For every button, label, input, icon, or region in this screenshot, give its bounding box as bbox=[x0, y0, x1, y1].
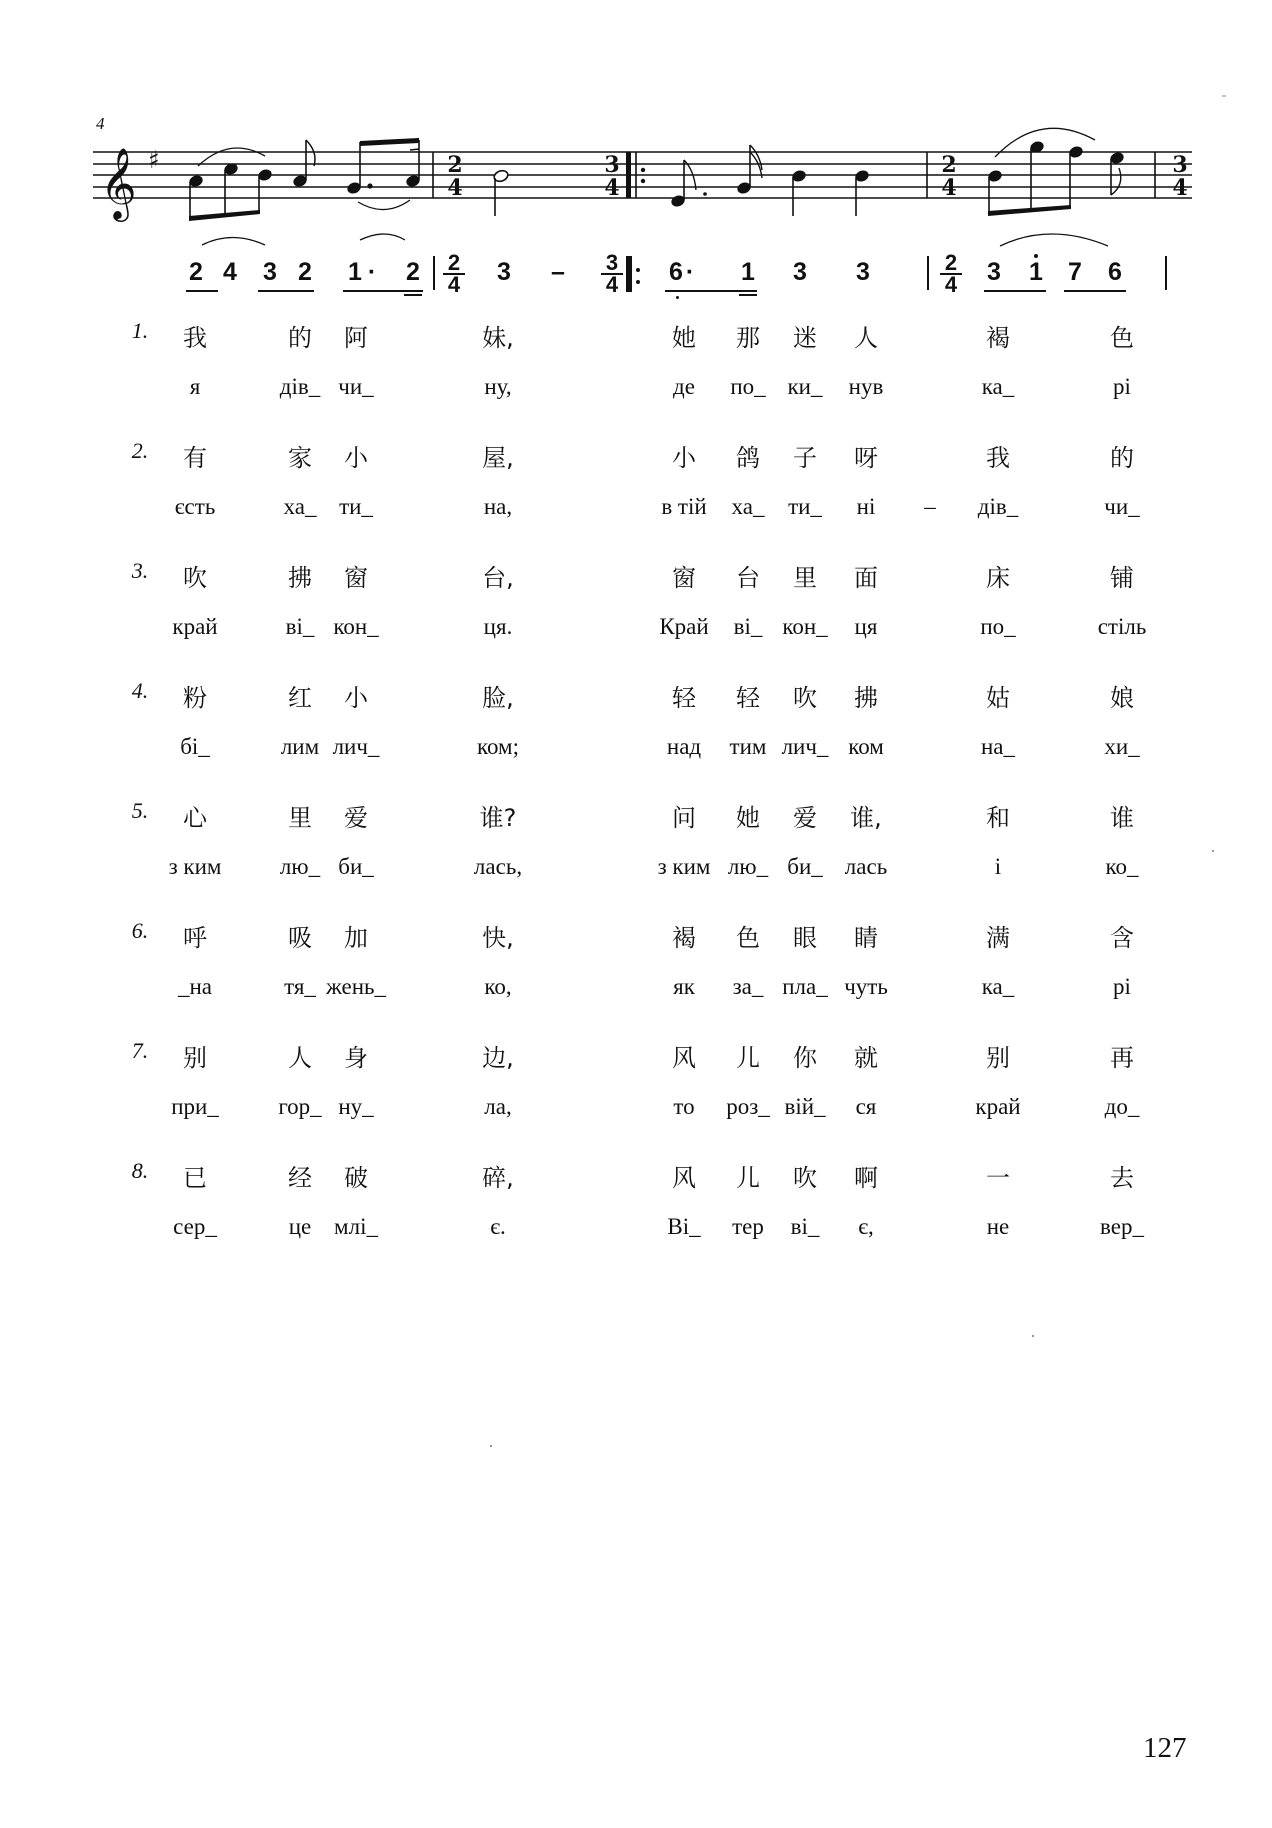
lyric-uk: пла_ bbox=[782, 974, 828, 999]
jianpu-note: 3 bbox=[856, 258, 870, 286]
lyric-uk: ну, bbox=[484, 374, 512, 399]
lyric-uk: ця. bbox=[483, 614, 513, 639]
lyric-uk: кон_ bbox=[333, 614, 379, 639]
svg-text:2: 2 bbox=[447, 152, 463, 178]
lyric-zh: 我 bbox=[183, 324, 207, 352]
lyric-uk: є, bbox=[858, 1214, 874, 1239]
sharp-icon: ♯ bbox=[148, 146, 160, 174]
lyric-zh: 她 bbox=[736, 804, 760, 832]
lyric-uk: ки_ bbox=[787, 374, 823, 399]
underline bbox=[186, 290, 218, 292]
jianpu-note: 2 bbox=[189, 258, 203, 286]
lyric-zh: 别 bbox=[183, 1044, 207, 1072]
lyric-zh: 边, bbox=[482, 1044, 514, 1072]
lyric-uk: ві_ bbox=[285, 614, 315, 639]
lyric-uk: дів_ bbox=[977, 494, 1019, 519]
lyric-uk: лич_ bbox=[781, 734, 829, 759]
barline bbox=[433, 256, 435, 290]
lyric-zh: 我 bbox=[986, 444, 1010, 472]
svg-text:3: 3 bbox=[604, 152, 620, 178]
lyric-zh: 加 bbox=[344, 924, 368, 952]
lyric-zh: 小 bbox=[672, 444, 696, 472]
lyric-zh: 经 bbox=[288, 1164, 312, 1192]
jianpu-note: 4 bbox=[223, 258, 237, 286]
jianpu-dash: – bbox=[551, 258, 565, 286]
lyric-zh: 里 bbox=[288, 804, 312, 832]
lyric-zh: 轻 bbox=[672, 684, 696, 712]
lyric-zh: 有 bbox=[183, 444, 207, 472]
lyric-zh: 吹 bbox=[183, 564, 207, 592]
lyric-uk: як bbox=[673, 974, 695, 999]
lyric-zh: 碎, bbox=[482, 1164, 514, 1192]
lyric-zh: 爱 bbox=[344, 804, 368, 832]
lyric-uk: ка_ bbox=[981, 374, 1015, 399]
svg-text:2: 2 bbox=[941, 152, 957, 178]
lyric-uk: ві_ bbox=[790, 1214, 820, 1239]
lyric-uk: при_ bbox=[171, 1094, 219, 1119]
lyric-zh: 脸, bbox=[482, 684, 514, 712]
lyric-uk: _на bbox=[177, 974, 213, 999]
lyric-zh: 拂 bbox=[288, 564, 312, 592]
lyric-zh: 人 bbox=[854, 324, 878, 352]
lyric-uk: лич_ bbox=[332, 734, 380, 759]
barline bbox=[1165, 256, 1167, 290]
jianpu-row bbox=[0, 250, 1272, 297]
lyric-zh: 铺 bbox=[1110, 564, 1134, 592]
lyric-zh: 窗 bbox=[344, 564, 368, 592]
lyric-uk: лась bbox=[844, 854, 888, 879]
lyric-zh: 台, bbox=[482, 564, 514, 592]
lyric-zh: 里 bbox=[793, 564, 817, 592]
lyric-uk: за_ bbox=[732, 974, 764, 999]
lyric-uk: жень_ bbox=[325, 974, 387, 999]
lyric-uk: млі_ bbox=[334, 1214, 378, 1239]
lyric-zh: 身 bbox=[344, 1044, 368, 1072]
lyric-zh: 问 bbox=[672, 804, 696, 832]
time-signature: 2 4 bbox=[940, 254, 962, 294]
lyric-zh: 娘 bbox=[1110, 684, 1134, 712]
lyric-zh: 含 bbox=[1110, 924, 1134, 952]
lyric-dash: – bbox=[924, 494, 936, 519]
jianpu-note: 1 bbox=[348, 258, 362, 286]
verse-number: 4. bbox=[131, 678, 149, 703]
svg-text:4: 4 bbox=[941, 175, 957, 201]
lyric-uk: стіль bbox=[1097, 614, 1147, 639]
underline bbox=[258, 290, 314, 292]
lyric-uk: я bbox=[189, 374, 201, 399]
lyric-uk: би_ bbox=[338, 854, 374, 879]
lyric-zh: 儿 bbox=[736, 1164, 760, 1192]
lyric-uk: ти_ bbox=[788, 494, 822, 519]
lyric-uk: дів_ bbox=[279, 374, 321, 399]
svg-text:4: 4 bbox=[447, 175, 463, 201]
lyric-uk: ком; bbox=[476, 734, 520, 759]
repeat-dot bbox=[636, 280, 640, 284]
lyric-zh: 眼 bbox=[793, 924, 817, 952]
jianpu-note: 3 bbox=[263, 258, 277, 286]
lyric-uk: ха_ bbox=[731, 494, 765, 519]
lyric-zh: 心 bbox=[183, 804, 207, 832]
lyric-zh: 拂 bbox=[854, 684, 878, 712]
scan-speck bbox=[490, 1445, 492, 1447]
lyric-zh: 轻 bbox=[736, 684, 760, 712]
verse-number: 1. bbox=[131, 318, 149, 343]
high-octave-dot bbox=[1034, 254, 1038, 258]
jianpu-note: 3 bbox=[793, 258, 807, 286]
lyric-uk: бі_ bbox=[180, 734, 210, 759]
lyric-zh: 面 bbox=[854, 564, 878, 592]
lyric-uk: на, bbox=[483, 494, 513, 519]
measure-number: 4 bbox=[96, 114, 105, 133]
lyric-zh: 姑 bbox=[986, 684, 1010, 712]
lyric-uk: край bbox=[975, 1094, 1021, 1119]
svg-text:4: 4 bbox=[604, 175, 620, 201]
lyric-zh: 色 bbox=[736, 924, 760, 952]
lyric-zh: 色 bbox=[1110, 324, 1134, 352]
lyric-uk: лим bbox=[280, 734, 320, 759]
lyric-zh: 迷 bbox=[793, 324, 817, 352]
lyric-zh: 呀 bbox=[854, 444, 878, 472]
jianpu-note: 6 bbox=[669, 258, 683, 286]
lyric-zh: 就 bbox=[854, 1044, 878, 1072]
lyric-uk: то bbox=[673, 1094, 695, 1119]
lyric-zh: 的 bbox=[1110, 444, 1134, 472]
lyric-zh: 破 bbox=[344, 1164, 368, 1192]
lyric-uk: ця bbox=[854, 614, 878, 639]
lyric-uk: це bbox=[288, 1214, 312, 1239]
jianpu-dot: · bbox=[367, 258, 377, 286]
lyric-zh: 爱 bbox=[793, 804, 817, 832]
lyric-uk: і bbox=[994, 854, 1002, 879]
lyric-uk: тя_ bbox=[284, 974, 316, 999]
lyric-zh: 风 bbox=[672, 1164, 696, 1192]
lyric-zh: 家 bbox=[288, 444, 312, 472]
lyric-uk: ні bbox=[856, 494, 876, 519]
lyric-zh: 吹 bbox=[793, 684, 817, 712]
lyric-zh: 风 bbox=[672, 1044, 696, 1072]
lyric-uk: ві_ bbox=[733, 614, 763, 639]
verse-number: 8. bbox=[131, 1158, 149, 1183]
lyric-uk: є. bbox=[490, 1214, 506, 1239]
lyric-uk: чуть bbox=[844, 974, 888, 999]
scan-speck bbox=[1032, 1335, 1034, 1337]
lyric-uk: по_ bbox=[730, 374, 766, 399]
lyric-uk: з ким bbox=[168, 854, 222, 879]
lyric-uk: єсть bbox=[174, 494, 216, 519]
jianpu-note: 3 bbox=[987, 258, 1001, 286]
lyric-uk: де bbox=[673, 374, 695, 399]
lyric-uk: лась, bbox=[473, 854, 523, 879]
lyric-zh: 屋, bbox=[482, 444, 514, 472]
lyric-uk: гор_ bbox=[278, 1094, 322, 1119]
lyric-uk: ка_ bbox=[981, 974, 1015, 999]
verse-number: 7. bbox=[131, 1038, 149, 1063]
lyric-uk: сер_ bbox=[173, 1214, 217, 1239]
lyric-zh: 呼 bbox=[183, 924, 207, 952]
lyric-zh: 谁 bbox=[1110, 804, 1134, 832]
jianpu-note: 2 bbox=[406, 258, 420, 286]
lyric-zh: 和 bbox=[986, 804, 1010, 832]
lyric-uk: кон_ bbox=[782, 614, 828, 639]
lyric-zh: 那 bbox=[736, 324, 760, 352]
underline bbox=[343, 290, 423, 292]
lyric-uk: би_ bbox=[787, 854, 823, 879]
lyric-zh: 床 bbox=[986, 564, 1010, 592]
lyric-zh: 啊 bbox=[854, 1164, 878, 1192]
lyric-uk: роз_ bbox=[726, 1094, 770, 1119]
jianpu-dot: · bbox=[685, 258, 695, 286]
repeat-bar-thick bbox=[626, 256, 632, 292]
lyric-zh: 儿 bbox=[736, 1044, 760, 1072]
lyric-zh: 子 bbox=[793, 444, 817, 472]
lyric-zh: 阿 bbox=[344, 324, 368, 352]
lyric-uk: лю_ bbox=[727, 854, 769, 879]
svg-text:𝄞: 𝄞 bbox=[100, 146, 137, 219]
lyric-uk: ти_ bbox=[339, 494, 373, 519]
lyric-uk: нув bbox=[848, 374, 884, 399]
lyric-zh: 小 bbox=[344, 684, 368, 712]
lyric-zh: 吸 bbox=[288, 924, 312, 952]
lyric-uk: хи_ bbox=[1104, 734, 1140, 759]
underline bbox=[404, 294, 422, 296]
lyric-zh: 去 bbox=[1110, 1164, 1134, 1192]
lyric-zh: 粉 bbox=[183, 684, 207, 712]
jianpu-note: 1 bbox=[741, 258, 755, 286]
underline bbox=[739, 294, 757, 296]
time-signature: 3 4 bbox=[601, 254, 623, 294]
lyric-uk: вер_ bbox=[1100, 1214, 1144, 1239]
page-number: 127 bbox=[1143, 1732, 1187, 1764]
lyric-zh: 别 bbox=[986, 1044, 1010, 1072]
lyric-zh: 的 bbox=[288, 324, 312, 352]
verse-number: 3. bbox=[131, 558, 149, 583]
lyric-uk: рі bbox=[1113, 374, 1131, 399]
lyric-uk: ха_ bbox=[283, 494, 317, 519]
lyric-uk: ко, bbox=[484, 974, 512, 999]
verse-number: 6. bbox=[131, 918, 149, 943]
verse-number: 5. bbox=[131, 798, 149, 823]
music-staff bbox=[0, 0, 1272, 250]
lyric-zh: 红 bbox=[288, 684, 312, 712]
lyric-zh: 满 bbox=[986, 924, 1010, 952]
lyric-zh: 人 bbox=[288, 1044, 312, 1072]
repeat-dot bbox=[636, 268, 640, 272]
lyric-zh: 你 bbox=[793, 1044, 817, 1072]
lyric-zh: 妹, bbox=[482, 324, 514, 352]
lyric-uk: рі bbox=[1113, 974, 1131, 999]
lyric-zh: 已 bbox=[183, 1164, 207, 1192]
treble-clef-icon bbox=[100, 146, 137, 222]
lyric-uk: Ві_ bbox=[667, 1214, 701, 1239]
lyric-zh: 吹 bbox=[793, 1164, 817, 1192]
lyric-uk: чи_ bbox=[338, 374, 374, 399]
lyric-zh: 再 bbox=[1110, 1044, 1134, 1072]
jianpu-note: 2 bbox=[298, 258, 312, 286]
lyric-zh: 谁? bbox=[479, 804, 517, 832]
lyric-uk: ко_ bbox=[1105, 854, 1139, 879]
svg-text:3: 3 bbox=[1172, 152, 1188, 178]
time-signature: 2 4 bbox=[443, 254, 465, 294]
jianpu-note: 1 bbox=[1029, 258, 1043, 286]
lyric-uk: на_ bbox=[980, 734, 1016, 759]
svg-text:4: 4 bbox=[1172, 175, 1188, 201]
lyric-uk: Край bbox=[659, 614, 709, 639]
lyric-zh: 她 bbox=[672, 324, 696, 352]
lyric-uk: ком bbox=[848, 734, 884, 759]
underline bbox=[1064, 290, 1126, 292]
lyric-uk: не bbox=[986, 1214, 1010, 1239]
lyric-uk: тим bbox=[729, 734, 767, 759]
lyric-zh: 小 bbox=[344, 444, 368, 472]
lyric-uk: ла, bbox=[484, 1094, 512, 1119]
low-octave-dot bbox=[676, 296, 679, 299]
lyric-uk: лю_ bbox=[279, 854, 321, 879]
lyric-zh: 褐 bbox=[672, 924, 696, 952]
lyric-uk: над bbox=[666, 734, 702, 759]
lyric-uk: ся bbox=[855, 1094, 877, 1119]
lyric-zh: 褐 bbox=[986, 324, 1010, 352]
lyric-uk: чи_ bbox=[1104, 494, 1140, 519]
lyric-zh: 谁, bbox=[850, 804, 882, 832]
lyric-zh: 快, bbox=[482, 924, 514, 952]
jianpu-note: 7 bbox=[1068, 258, 1082, 286]
lyric-zh: 鸽 bbox=[736, 444, 760, 472]
lyric-uk: з ким bbox=[657, 854, 711, 879]
lyric-zh: 窗 bbox=[672, 564, 696, 592]
underline bbox=[665, 290, 757, 292]
lyric-uk: в тій bbox=[661, 494, 707, 519]
lyric-zh: 睛 bbox=[854, 924, 878, 952]
lyric-uk: по_ bbox=[980, 614, 1016, 639]
lyric-uk: вій_ bbox=[784, 1094, 826, 1119]
lyric-zh: 一 bbox=[986, 1164, 1010, 1192]
verse-number: 2. bbox=[131, 438, 149, 463]
lyric-uk: до_ bbox=[1104, 1094, 1140, 1119]
lyric-zh: 台 bbox=[736, 564, 760, 592]
underline bbox=[984, 290, 1046, 292]
jianpu-note: 3 bbox=[497, 258, 511, 286]
scan-speck bbox=[1212, 850, 1214, 852]
jianpu-note: 6 bbox=[1108, 258, 1122, 286]
lyric-uk: ну_ bbox=[338, 1094, 374, 1119]
lyric-uk: тер bbox=[732, 1214, 764, 1239]
barline bbox=[927, 256, 929, 290]
lyric-uk: край bbox=[172, 614, 218, 639]
